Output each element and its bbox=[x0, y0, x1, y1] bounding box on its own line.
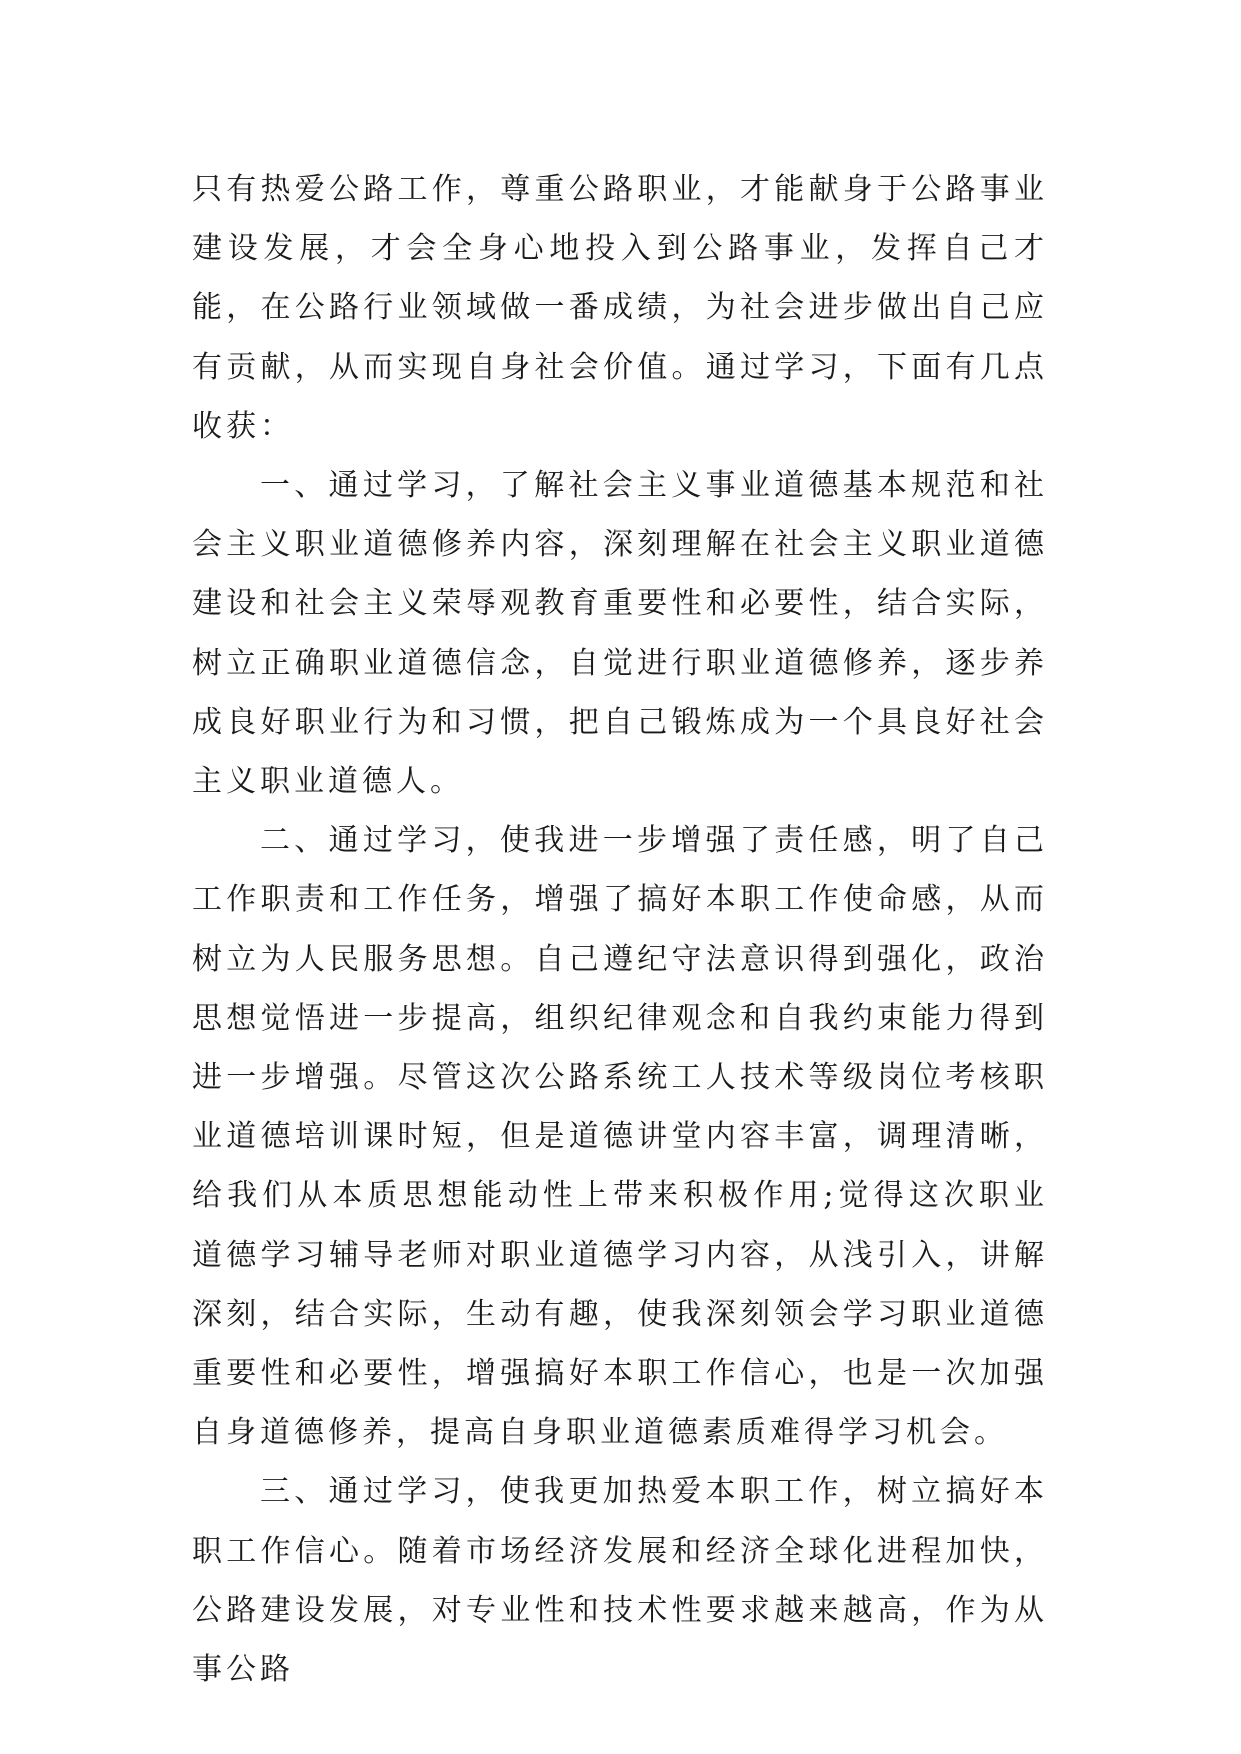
paragraph-point-3: 三、通过学习，使我更加热爱本职工作，树立搞好本职工作信心。随着市场经济发展和经济全球化进程加快，公路建设发展，对专业性和技术性要求越来越高，作为从事公路 bbox=[192, 1474, 1048, 1688]
paragraph-point-1: 一、通过学习，了解社会主义事业道德基本规范和社会主义职业道德修养内容，深刻理解在社会主义职业道德建设和社会主义荣辱观教育重要性和必要性，结合实际，树立正确职业道德信念，自觉进行职业道德修养，逐步养成良好职业行为和习惯，把自己锻炼成为一个具良好社会主义职业道德人。 bbox=[192, 468, 1048, 800]
document-body bbox=[192, 160, 1048, 1699]
paragraph-intro: 只有热爱公路工作，尊重公路职业，才能献身于公路事业建设发展，才会全身心地投入到公路事业，发挥自己才能，在公路行业领域做一番成绩，为社会进步做出自己应有贡献，从而实现自身社会价值。通过学习，下面有几点收获： bbox=[192, 172, 1048, 444]
paragraph-point-2: 二、通过学习，使我进一步增强了责任感，明了自己工作职责和工作任务，增强了搞好本职工作使命感，从而树立为人民服务思想。自己遵纪守法意识得到强化，政治思想觉悟进一步提高，组织纪律观念和自我约束能力得到进一步增强。尽管这次公路系统工人技术等级岗位考核职业道德培训课时短，但是道德讲堂内容丰富，调理清晰，给我们从本质思想能动性上带来积极作用;觉得这次职业道德学习辅导老师对职业道德学习内容，从浅引入，讲解深刻，结合实际，生动有趣，使我深刻领会学习职业道德重要性和必要性，增强搞好本职工作信心，也是一次加强自身道德修养，提高自身职业道德素质难得学习机会。 bbox=[192, 823, 1048, 1451]
